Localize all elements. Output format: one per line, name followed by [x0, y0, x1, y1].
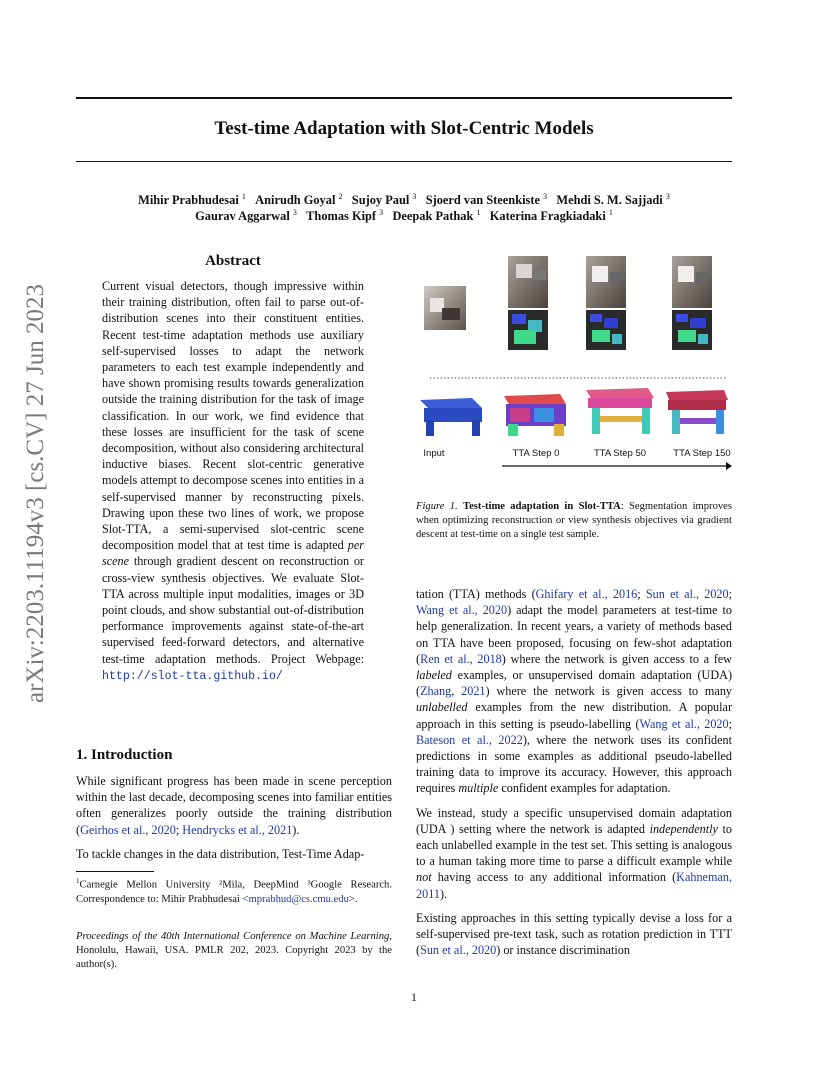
- author-name: Mehdi S. M. Sajjadi: [556, 193, 663, 208]
- emphasis: unlabelled: [416, 700, 468, 715]
- citation-link[interactable]: Sun et al., 2020: [645, 587, 729, 601]
- author-line-1: [76, 192, 732, 208]
- step50-segmentation: [586, 310, 626, 350]
- author-name: Gaurav Aggarwal: [195, 209, 290, 224]
- text-run: ), where the network uses its confident predictions in some examples as additional pseudo-labelled training data to improve its accuracy. However, this approach requires: [416, 732, 733, 796]
- affiliation-mark: 3: [543, 192, 548, 201]
- input-table: [420, 398, 482, 436]
- intro-heading: 1. Introduction: [76, 747, 173, 763]
- text-run: ;: [728, 716, 732, 731]
- project-link[interactable]: http://slot-tta.github.io/: [102, 669, 283, 683]
- figure-caption: Figure 1. Test-time adaptation in Slot-TTA: Segmentation improves when optimizing reconstruction or view synthesis objectives via gradient descent at test-time on a single test sample.: [416, 501, 732, 540]
- title-top-rule: [76, 97, 732, 99]
- text-run: ,: [451, 684, 462, 699]
- text-run: Existing approaches in this setting typically devise a loss for a self-supervised pre-text task, such as rotation prediction in TTT (: [416, 910, 732, 958]
- affiliation-mark: 3: [292, 208, 297, 217]
- author-line-2: [76, 208, 732, 224]
- affiliation-mark: 1: [241, 192, 246, 201]
- author-name: Anirudh Goyal: [255, 193, 336, 208]
- step150-table: [666, 390, 728, 434]
- citation-link[interactable]: Wang et al., 2020: [639, 716, 729, 731]
- input-image: [424, 286, 466, 330]
- affiliation-mark: 3: [665, 192, 670, 201]
- citation-link[interactable]: Zhang: [420, 684, 452, 699]
- citation-link[interactable]: Wang et al., 2020: [416, 603, 508, 618]
- text-run: ) where the network is given access to many: [485, 684, 733, 699]
- arrow-head-icon: [726, 462, 732, 470]
- text-run: ;: [728, 587, 733, 601]
- abstract-heading: Abstract: [205, 253, 261, 269]
- author-name: Thomas Kipf: [306, 209, 377, 224]
- author-name: Katerina Fragkiadaki: [489, 209, 606, 224]
- author-name: Deepak Pathak: [392, 209, 474, 224]
- citation-link[interactable]: Kahneman, 2011: [416, 870, 732, 901]
- step50-reconstruction: [586, 256, 626, 308]
- citation-link[interactable]: Ren et al., 2018: [420, 651, 502, 666]
- paper-title: Test-time Adaptation with Slot-Centric Models: [214, 118, 594, 139]
- text-run: ) where the network is given access to a few: [501, 651, 732, 666]
- citation-link[interactable]: Ghifary et al., 2016: [535, 587, 638, 601]
- affiliation-mark: 2: [338, 192, 343, 201]
- text-run: examples, or unsupervised domain adaptation (UDA) (: [416, 668, 732, 699]
- right-column-body: [416, 586, 732, 966]
- citation-link[interactable]: Sun et al., 2020: [420, 943, 497, 958]
- affiliation-mark: 1: [608, 208, 613, 217]
- paragraph: [416, 586, 732, 797]
- text-run: ) or instance discrimination: [496, 943, 630, 958]
- step0-segmentation: [508, 310, 548, 350]
- step150-segmentation: [672, 310, 712, 350]
- text-run: examples from the new distribution. A popular approach in this setting is pseudo-labelling (: [416, 700, 732, 731]
- figure-1: [416, 250, 732, 470]
- text-run: having access to any additional information (: [431, 870, 677, 885]
- text-run: We instead, study a specific unsupervised domain adaptation (UDA ) setting where the network is adapted: [416, 805, 732, 836]
- citation-link[interactable]: 2021: [461, 684, 486, 699]
- emphasis: not: [416, 870, 432, 885]
- emphasis: independently: [649, 821, 718, 836]
- affiliation-mark: 1: [476, 208, 481, 217]
- affiliation-mark: 3: [379, 208, 384, 217]
- citation-link[interactable]: Hendrycks et al., 2021: [182, 822, 293, 837]
- email-link[interactable]: mprabhud@cs.cmu.edu: [248, 893, 349, 905]
- text-run: ) adapt the model parameters at test-time to help generalization. In recent years, a variety of methods based on TTA have been proposed, focusing on few-shot adaptation (: [416, 603, 732, 666]
- citation-link[interactable]: Geirhos et al., 2020: [80, 822, 176, 837]
- author-name: Sujoy Paul: [351, 193, 410, 208]
- title-bottom-rule: [76, 161, 732, 162]
- paragraph: [416, 805, 732, 902]
- emphasis: multiple: [458, 781, 499, 796]
- step0-table: [504, 394, 566, 436]
- author-name: Sjoerd van Steenkiste: [425, 193, 540, 208]
- figure-label: TTA Step 150: [673, 448, 731, 459]
- footnote-rule: [76, 871, 154, 872]
- abstract-body: Current visual detectors, though impressive within their training distribution, often fail to parse out-of-distribution scenes into their constituent entities. Recent test-time adaptation methods use auxiliary self-supervised losses to adapt the network parameters to each test example independently and have shown promising results towards generalization outside the training distribution for the task of image classification. In our work, we find evidence that these losses are insufficient for the task of scene decomposition, without also considering architectural inductive biases. Recent slot-centric generative models attempt to decompose scenes into entities in a self-supervised manner by reconstructing pixels. Drawing upon these two lines of work, we propose Slot-TTA, a semi-supervised slot-centric scene decomposition model that at test time is adapted per scene through gradient descent on reconstruction or cross-view synthesis objectives. We evaluate Slot-TTA across multiple input modalities, images or 3D point clouds, and show substantial out-of-distribution performance improvements against state-of-the-art supervised feed-forward detectors, and alternative test-time adaptation methods. Project Webpage: http://slot-tta.github.io/: [102, 279, 364, 683]
- text-run: to each unlabelled example in the test set. This setting is analogous to a human taking more time to parse a difficult example while: [416, 821, 732, 869]
- affiliation-mark: 3: [412, 192, 417, 201]
- text-run: ;: [637, 587, 646, 601]
- citation-link[interactable]: Bateson et al., 2022: [416, 732, 523, 747]
- step150-reconstruction: [672, 256, 712, 308]
- author-name: Mihir Prabhudesai: [138, 193, 239, 208]
- arxiv-stamp: arXiv:2203.11194v3 [cs.CV] 27 Jun 2023: [22, 284, 49, 703]
- page-number: 1: [411, 990, 417, 1004]
- step50-table: [586, 388, 654, 434]
- step0-reconstruction: [508, 256, 548, 308]
- text-run: confident examples for adaptation.: [498, 781, 671, 796]
- figure-label: TTA Step 50: [593, 448, 647, 459]
- proceedings-note: Proceedings of the 40th International Conference on Machine Learning, Honolulu, Hawaii, USA. PMLR 202, 2023. Copyright 2023 by the author(s).: [76, 931, 392, 970]
- text-run: ).: [439, 886, 448, 901]
- figure-label: TTA Step 0: [512, 448, 560, 459]
- emphasis: labeled: [416, 668, 452, 683]
- affiliation-footnote: $^1$Carnegie Mellon University ²Mila, DeepMind ³Google Research. Correspondence to: Mihir Prabhudesai <mprabhud@cs.cmu.edu>.: [76, 877, 392, 905]
- text-run: tation (TTA) methods (: [416, 587, 536, 601]
- abstract-emphasis: per scene: [102, 538, 364, 569]
- intro-body: While significant progress has been made in scene perception within the last decade, decomposing scenes into familiar entities often generalizes poorly outside the training distribution (Geirhos et al., 2020; Hendrycks et al., 2021). To tackle changes in the data distribution, Test-Time Adap-: [76, 774, 392, 861]
- figure-label: Input: [423, 448, 445, 459]
- paragraph: [416, 910, 732, 959]
